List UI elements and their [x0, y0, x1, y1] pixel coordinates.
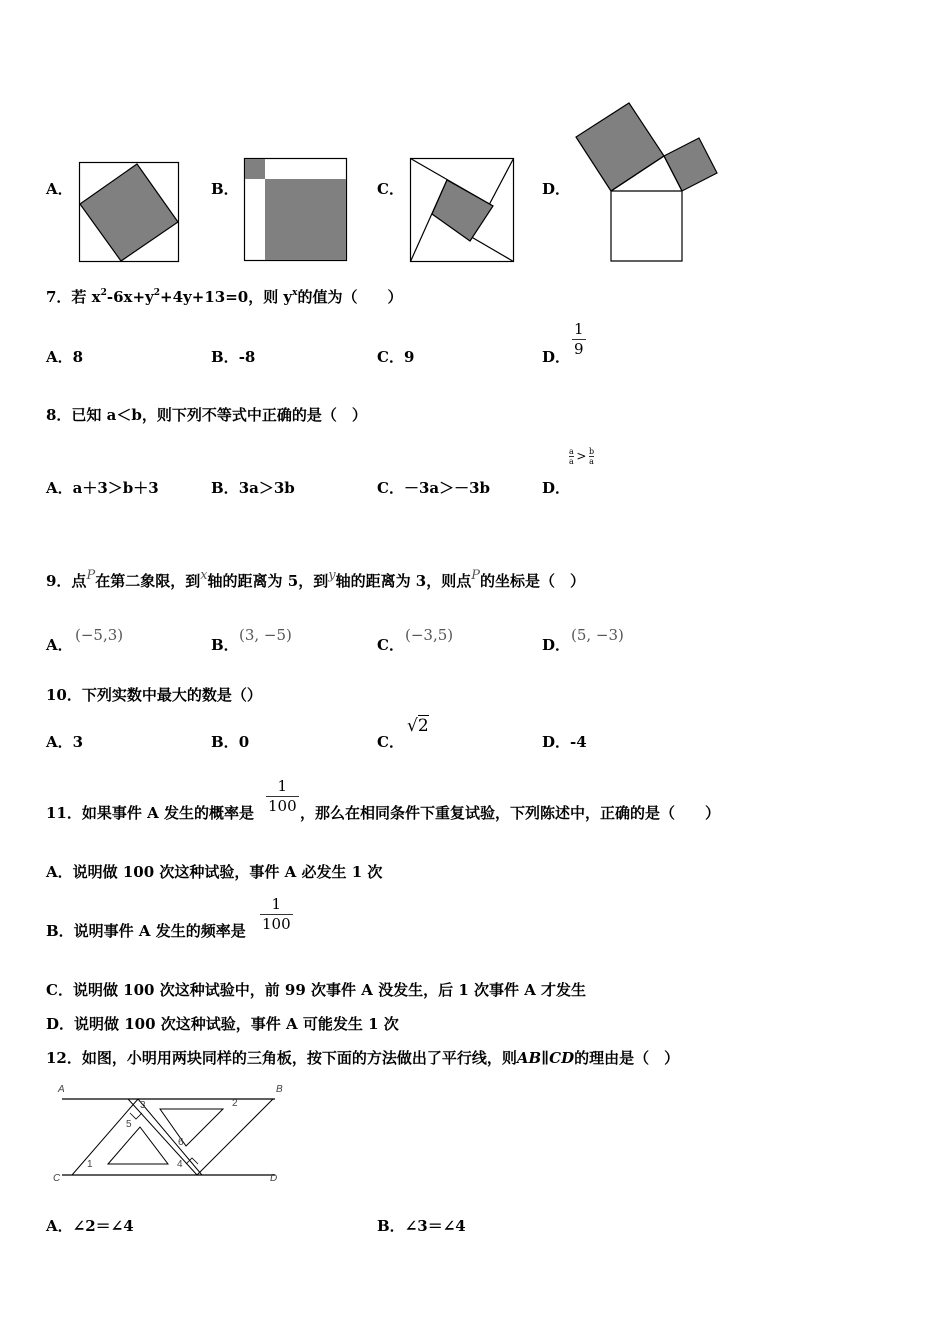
q8-option-b-label: B． [211, 479, 239, 497]
q7-stem [46, 286, 403, 307]
q12-option-a-value: ∠2＝∠4 [72, 1217, 134, 1235]
q7-option-a-value: 8 [72, 348, 84, 366]
q9-stem-part-3: 轴的距离为 5，到 [207, 572, 329, 590]
q8-option-c-value: －3a＞－3b [403, 479, 491, 497]
q9-stem-part-5: 的坐标是（ ） [480, 572, 586, 590]
q10-option-d [542, 731, 587, 752]
q10-option-c-value [407, 716, 429, 736]
q12-fig-label-d: D [270, 1173, 278, 1184]
q8-option-d-label: D． [542, 479, 571, 497]
q7-option-c-label: C． [377, 348, 404, 366]
q8-option-a [46, 477, 159, 498]
q6-option-b-label: B． [211, 180, 239, 198]
q7-option-b [211, 346, 255, 367]
q8-option-d-expr [569, 447, 594, 466]
q7-option-d-num: 1 [574, 320, 584, 338]
q11-option-a: A．说明做 100 次这种试验，事件 A 必发生 1 次 [46, 863, 383, 881]
q7-option-d-fraction [572, 320, 586, 359]
q9-option-c-value: (−3,5) [405, 626, 454, 644]
q9-option-a-value: (−5,3) [75, 626, 124, 644]
q9-var-p-1: P [86, 568, 96, 583]
q7-option-d-label: D． [542, 348, 571, 366]
q12-option-a-label: A． [46, 1217, 73, 1235]
q9-stem-part-1: 9．点 [46, 572, 87, 590]
q10-option-a [46, 731, 83, 752]
q10-option-d-label: D． [542, 733, 571, 751]
q9-stem [46, 570, 585, 591]
q11-stem-num: 1 [277, 777, 288, 795]
q12-stem [46, 1047, 679, 1068]
q6-option-a-label: A． [46, 180, 73, 198]
q8-option-d-frac-b-den: a [589, 457, 594, 466]
q12-fig-angle-4: 4 [177, 1159, 183, 1170]
q10-option-d-value: -4 [570, 733, 587, 751]
q12-fig-angle-6: 6 [178, 1137, 184, 1148]
q12-option-a [46, 1215, 134, 1236]
q7-stem-suffix: 的值为（ ） [297, 288, 403, 306]
q9-stem-part-4: 轴的距离为 3，则点 [335, 572, 472, 590]
q10-option-a-label: A． [46, 733, 73, 751]
q12-fig-angle-1: 1 [87, 1159, 93, 1170]
q9-option-d-label: D． [542, 636, 571, 654]
q8-option-b [211, 477, 295, 498]
q7-exp-x: x [292, 288, 298, 298]
q11-option-c: C．说明做 100 次这种试验中，前 99 次事件 A 没发生，后 1 次事件 A 才发生 [46, 981, 587, 999]
q8-option-d-frac-b [589, 447, 594, 466]
q11-option-b-den: 100 [262, 915, 291, 933]
q10-option-b-value: 0 [238, 733, 250, 751]
q10-option-c-label: C． [377, 733, 404, 751]
q9-stem-part-2: 在第二象限，到 [95, 572, 201, 590]
q8-option-d-gt: > [576, 449, 587, 463]
q10-option-b-label: B． [211, 733, 239, 751]
q8-option-d-frac-a-den: a [569, 457, 574, 466]
q12-option-b [377, 1215, 466, 1236]
q11-option-b-prefix: B．说明事件 A 发生的频率是 [46, 922, 246, 940]
q12-option-b-value: ∠3＝∠4 [404, 1217, 466, 1235]
q11-option-b-fraction [260, 895, 293, 934]
q11-option-d: D．说明做 100 次这种试验，事件 A 可能发生 1 次 [46, 1015, 399, 1033]
q12-fig-label-c: C [53, 1173, 61, 1184]
q8-option-a-value: a＋3＞b＋3 [72, 479, 159, 497]
q8-option-b-value: 3a＞3b [238, 479, 295, 497]
q12-stem-prefix: 12．如图，小明用两块同样的三角板，按下面的方法做出了平行线，则 [46, 1049, 517, 1067]
q7-option-a [46, 346, 83, 367]
q11-stem-suffix: ，那么在相同条件下重复试验，下列陈述中，正确的是（ ） [300, 804, 721, 822]
q12-stem-suffix: 的理由是（ ） [574, 1049, 680, 1067]
q12-figure [50, 1078, 290, 1188]
q7-stem-mid1: -6x+y [106, 288, 154, 306]
q7-option-c [377, 346, 414, 367]
q6-figure-b [244, 158, 347, 261]
q11-stem-fraction [266, 777, 299, 816]
q7-option-b-value: -8 [238, 348, 256, 366]
q8-option-d-frac-a [569, 447, 574, 466]
q8-option-c [377, 477, 490, 498]
q9-option-b-label: B． [211, 636, 239, 654]
q12-fig-angle-5: 5 [126, 1119, 132, 1130]
q6-option-c-label: C． [377, 180, 404, 198]
q7-option-a-label: A． [46, 348, 73, 366]
q6-option-d-label: D． [542, 180, 571, 198]
q10-option-b [211, 731, 249, 752]
q9-option-c-label: C． [377, 636, 404, 654]
q8-option-d-frac-a-num: a [569, 447, 574, 456]
q12-fig-angle-2: 2 [232, 1098, 238, 1109]
q8-option-d-frac-b-num: b [588, 447, 595, 456]
q7-stem-prefix: 7．若 x [46, 288, 101, 306]
q9-option-d-value: (5, −3) [571, 626, 624, 644]
q8-option-a-label: A． [46, 479, 73, 497]
q12-ab-parallel-cd: AB∥CD [516, 1049, 575, 1067]
q9-var-x: x [200, 568, 208, 583]
q12-option-b-label: B． [377, 1217, 405, 1235]
q7-option-d-den: 9 [574, 340, 584, 358]
q11-stem-den: 100 [268, 797, 297, 815]
q10-option-c-radical: √ [407, 716, 418, 736]
q9-option-b-value: (3, −5) [239, 626, 292, 644]
q9-option-a-label: A． [46, 636, 73, 654]
q7-exp-2: 2 [153, 288, 161, 298]
q7-stem-mid2: +4y+13=0，则 y [160, 288, 293, 306]
q12-fig-angle-3: 3 [140, 1100, 146, 1111]
q7-option-c-value: 9 [403, 348, 415, 366]
q8-option-c-label: C． [377, 479, 404, 497]
q7-exp-1: 2 [100, 288, 107, 298]
q9-var-y: y [328, 568, 336, 583]
q9-var-p-2: P [471, 568, 480, 583]
q11-option-b-num: 1 [271, 895, 282, 913]
q12-fig-label-a: A [58, 1084, 65, 1095]
q8-stem: 8．已知 a＜b，则下列不等式中正确的是（ ） [46, 406, 367, 424]
q11-stem-prefix: 11．如果事件 A 发生的概率是 [46, 804, 254, 822]
q12-fig-label-b: B [276, 1084, 283, 1095]
q10-option-c-radicand: 2 [417, 716, 429, 736]
q6-figure-c [410, 158, 514, 262]
q6-figure-d [575, 102, 720, 264]
q10-option-a-value: 3 [72, 733, 84, 751]
q6-figure-a [79, 162, 179, 262]
q10-stem: 10．下列实数中最大的数是（） [46, 686, 262, 704]
q7-option-b-label: B． [211, 348, 239, 366]
